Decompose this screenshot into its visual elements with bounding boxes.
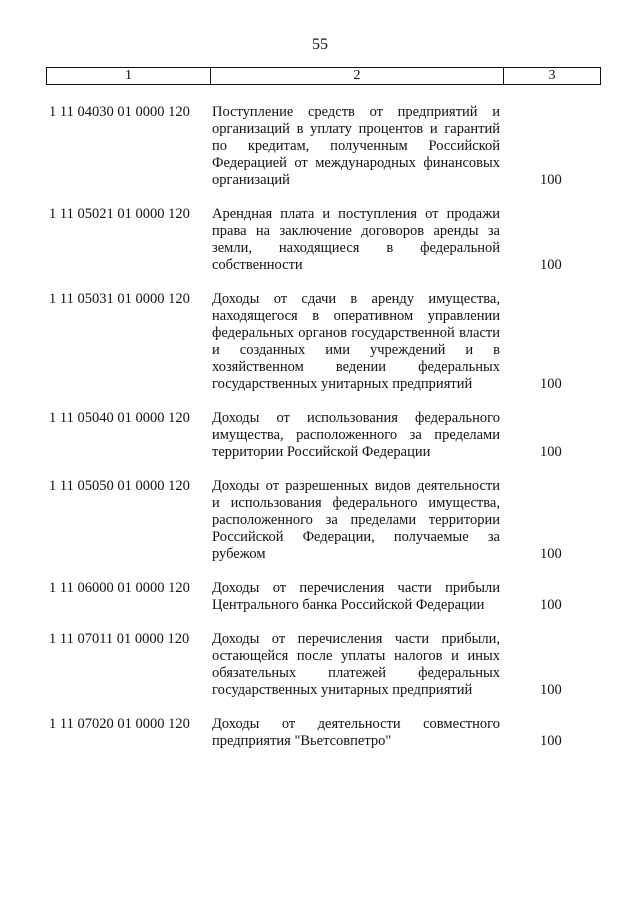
income-description: Доходы от перечисления части прибыли, остающейся после уплаты налогов и иных обязательных платежей федеральных государственных унитарных предприятий [212, 631, 500, 698]
income-code: 1 11 05040 01 0000 120 [49, 410, 190, 426]
table-row [0, 478, 640, 563]
income-code: 1 11 06000 01 0000 120 [49, 580, 190, 596]
column-header-2: 2 [211, 68, 504, 85]
income-description: Доходы от использования федерального имущества, расположенного за пределами территории Российской Федерации [212, 410, 500, 460]
income-description: Доходы от перечисления части прибыли Центрального банка Российской Федерации [212, 580, 500, 613]
column-header-3: 3 [504, 68, 601, 85]
income-code: 1 11 05031 01 0000 120 [49, 291, 190, 307]
income-description: Арендная плата и поступления от продажи права на заключение договоров аренды за земли, находящиеся в федеральной собственности [212, 206, 500, 273]
income-description: Поступление средств от предприятий и организаций в уплату процентов и гарантий по кредитам, полученным Российской Федерацией от международных финансовых организаций [212, 104, 500, 188]
income-description: Доходы от разрешенных видов деятельности и использования федерального имущества, расположенного за пределами территории Российской Федерации, получаемые за рубежом [212, 478, 500, 562]
table-row [0, 716, 640, 750]
column-header-table [46, 67, 601, 85]
income-percent: 100 [540, 257, 562, 273]
income-percent: 100 [540, 172, 562, 188]
income-description: Доходы от деятельности совместного предприятия "Вьетсовпетро" [212, 716, 500, 749]
income-code: 1 11 05050 01 0000 120 [49, 478, 190, 494]
income-code: 1 11 04030 01 0000 120 [49, 104, 190, 120]
table-row [0, 580, 640, 614]
table-row [0, 410, 640, 461]
income-percent: 100 [540, 444, 562, 460]
table-row [0, 104, 640, 189]
income-code: 1 11 07020 01 0000 120 [49, 716, 190, 732]
column-header-1: 1 [47, 68, 211, 85]
column-header-row [47, 68, 601, 85]
table-row [0, 291, 640, 393]
income-code: 1 11 05021 01 0000 120 [49, 206, 190, 222]
income-percent: 100 [540, 546, 562, 562]
income-percent: 100 [540, 682, 562, 698]
income-percent: 100 [540, 733, 562, 749]
page-number: 55 [312, 36, 328, 53]
table-row [0, 631, 640, 699]
income-percent: 100 [540, 376, 562, 392]
income-code: 1 11 07011 01 0000 120 [49, 631, 190, 647]
income-percent: 100 [540, 597, 562, 613]
table-row [0, 206, 640, 274]
income-table-body [0, 104, 640, 767]
income-description: Доходы от сдачи в аренду имущества, находящегося в оперативном управлении федеральных органов государственной власти и созданных ими учреждений и в хозяйственном ведении федеральных государственных унитарных предприятий [212, 291, 500, 392]
